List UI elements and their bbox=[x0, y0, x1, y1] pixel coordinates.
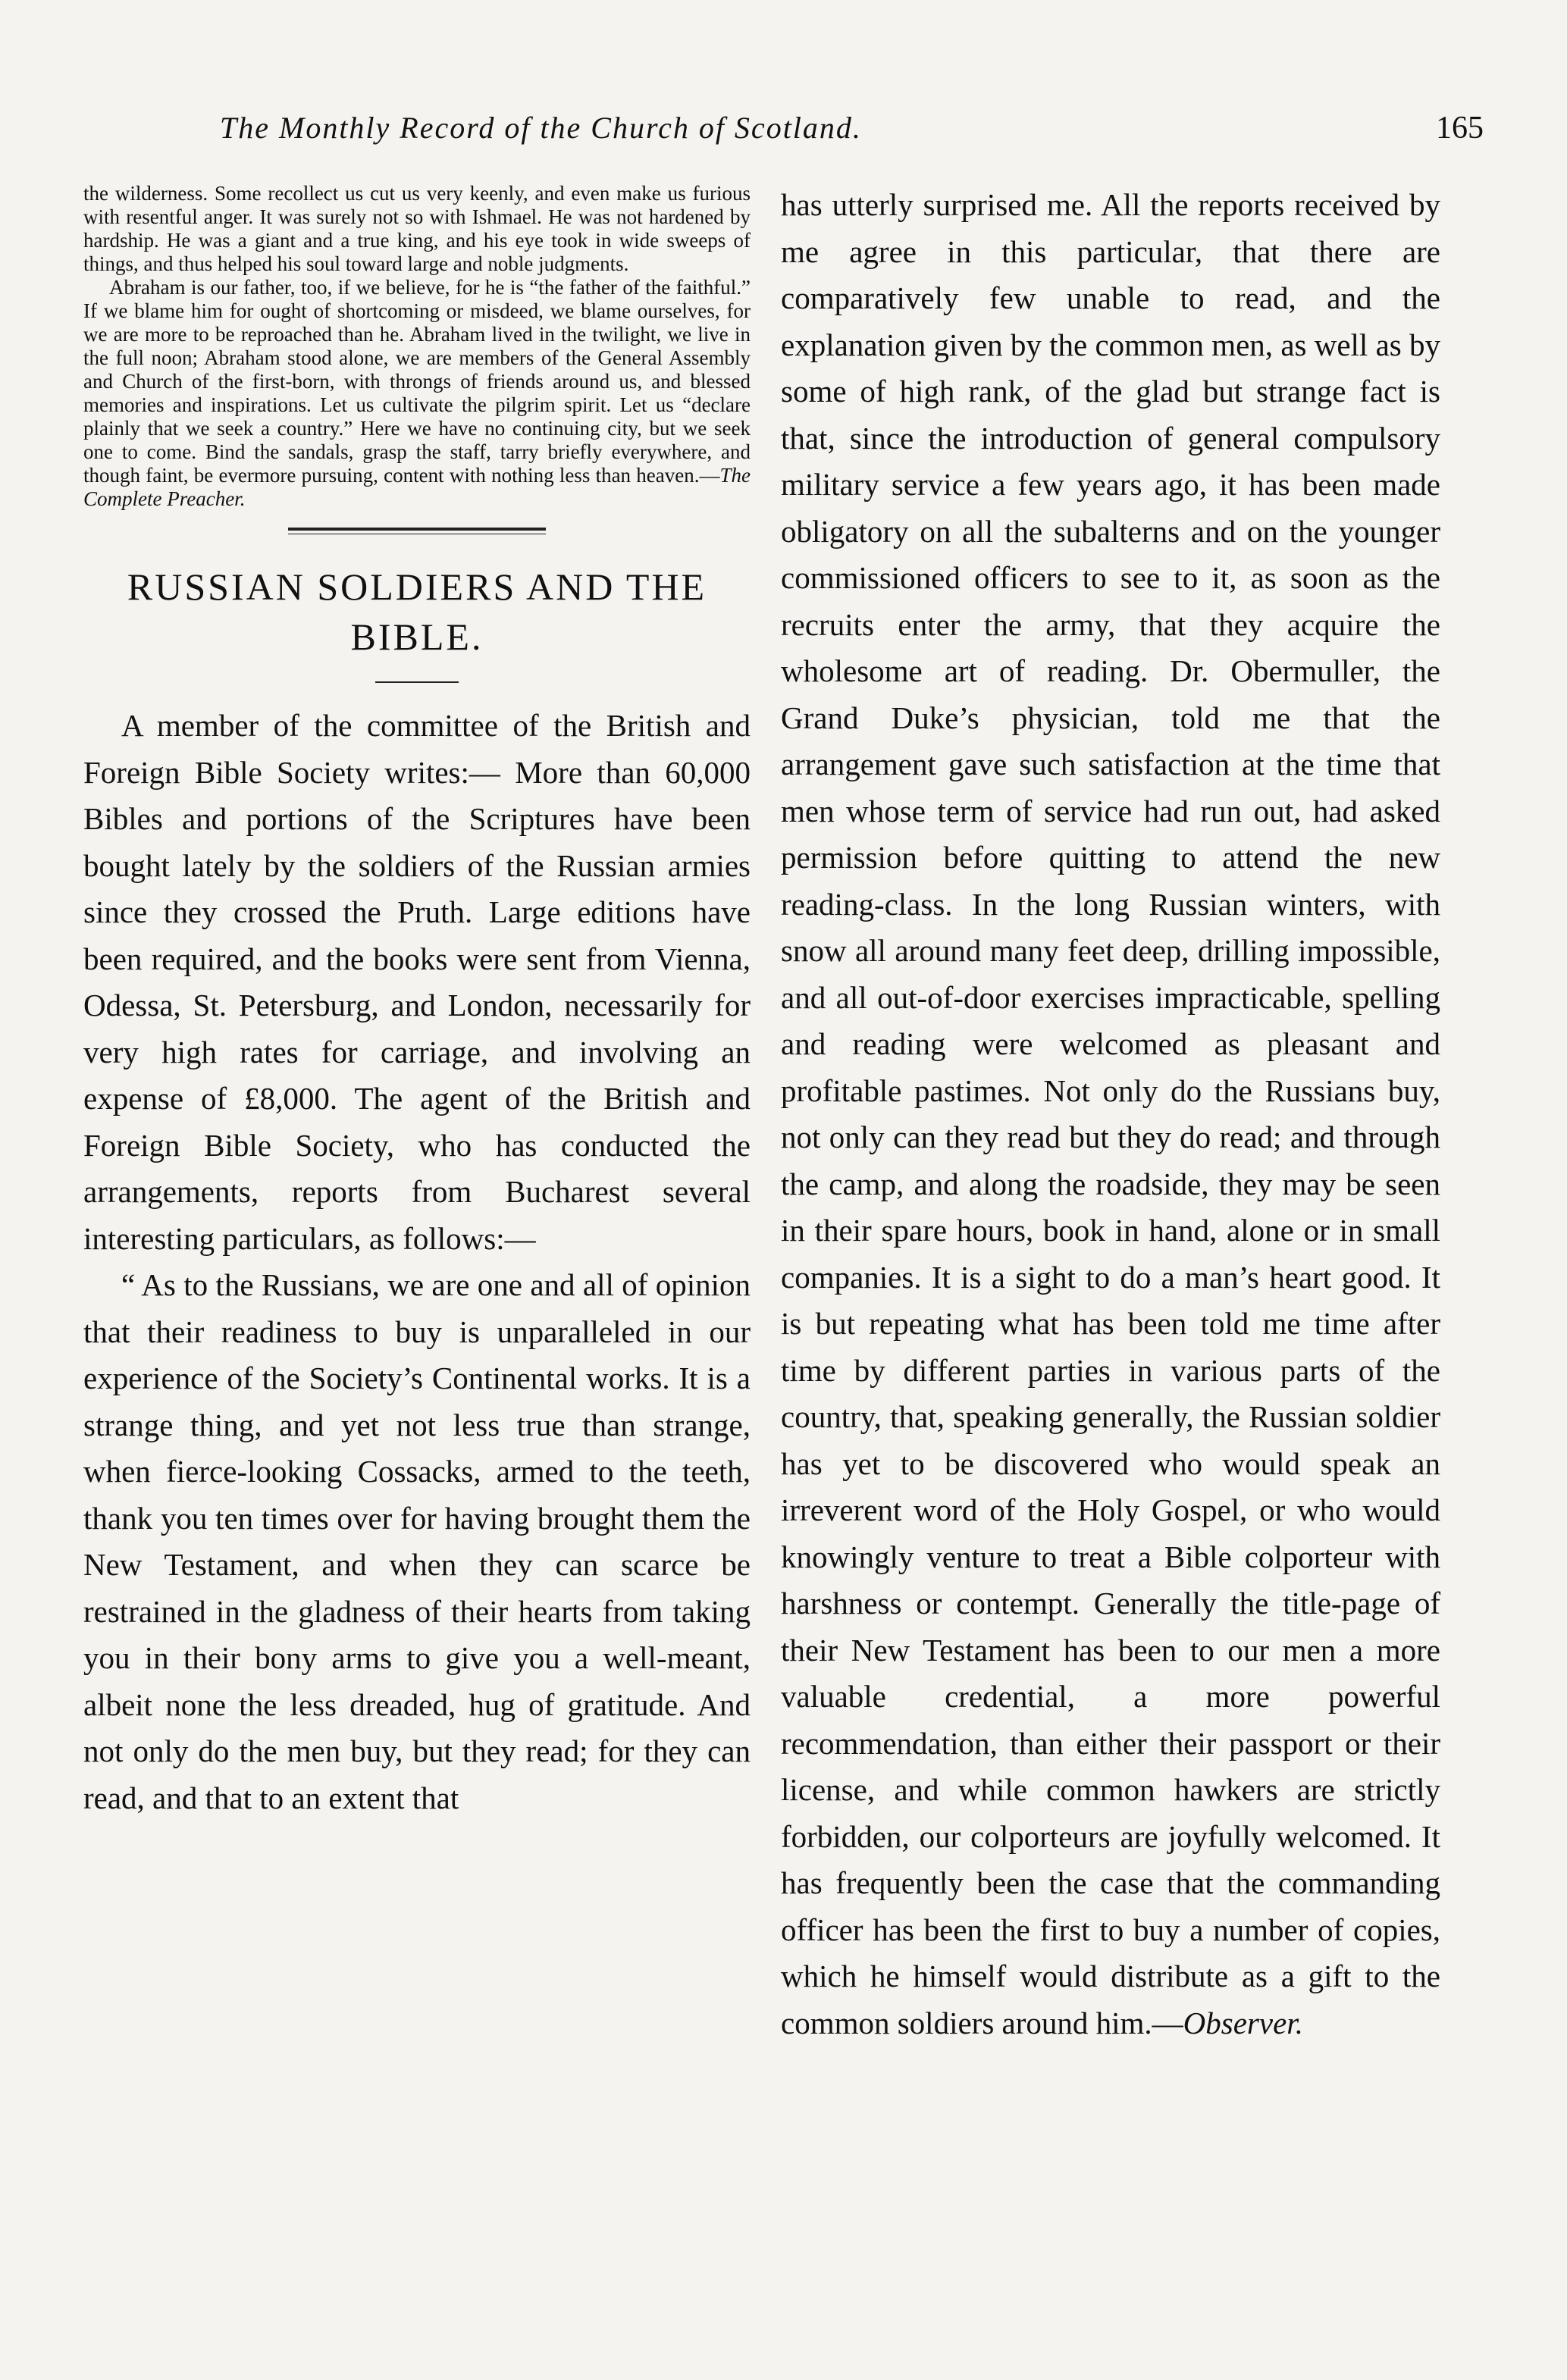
page-number: 165 bbox=[1436, 111, 1484, 146]
previous-article-paragraph bbox=[83, 276, 751, 511]
article-source: Observer. bbox=[1183, 2005, 1303, 2040]
right-column bbox=[781, 182, 1440, 2046]
article-title-line-1: RUSSIAN SOLDIERS AND THE bbox=[127, 565, 707, 608]
section-divider bbox=[288, 528, 546, 534]
left-column bbox=[83, 182, 751, 1821]
previous-article-attribution: The Complete Preacher. bbox=[83, 464, 751, 510]
previous-article-paragraph: the wilderness. Some recollect us cut us very keenly, and even make us furious with resentful anger. It was surely not so with Ishmael. He was not hardened by hardship. He was a giant and a true king, and his eye took in wide sweeps of things, and thus helped his soul toward large and noble judgments. bbox=[83, 182, 751, 275]
article-paragraph-continued bbox=[781, 182, 1440, 2046]
article-paragraph: A member of the committee of the British and Foreign Bible Society writes:— More than 60,000 Bibles and portions of the Scriptures have been bought lately by the soldiers of the Russian armies since they crossed the Pruth. Large editions have been required, and the books were sent from Vienna, Odessa, St. Petersburg, and London, necessarily for very high rates for carriage, and involving an expense of £8,000. The agent of the British and Foreign Bible Society, who has conducted the arrangements, reports from Bucharest several interesting particulars, as follows:— bbox=[83, 708, 751, 1256]
article-title bbox=[83, 562, 751, 662]
title-rule bbox=[375, 681, 459, 683]
article-paragraph: “ As to the Russians, we are one and all of opinion that their readiness to buy is unparalleled in our experience of the Society’s Continental works. It is a strange thing, and yet not less true than strange, when fierce-looking Cossacks, armed to the teeth, thank you ten times over for having brought them the New Testament, and when they can scarce be restrained in the gladness of their hearts from taking you in their bony arms to give you a well-meant, albeit none the less dreaded, hug of gratitude. And not only do the men buy, but they read; for they can read, and that to an extent that bbox=[83, 1267, 751, 1815]
previous-article-text: Abraham is our father, too, if we believe, for he is “the father of the faithful.” If we blame him for ought of shortcoming or misdeed, we blame ourselves, for we are more to be reproached than he. Abraham lived in the twilight, we live in the full noon; Abraham stood alone, we are members of the General Assembly and Church of the first-born, with throngs of friends around us, and blessed memories and inspirations. Let us cultivate the pilgrim spirit. Let us “declare plainly that we seek a country.” Here we have no continuing city, but we seek one to come. Bind the sandals, grasp the staff, tarry briefly everywhere, and though faint, be evermore pursuing, content with nothing less than heaven.— bbox=[83, 276, 751, 487]
article-title-line-2: BIBLE. bbox=[350, 615, 484, 658]
running-title: The Monthly Record of the Church of Scotland. bbox=[220, 111, 862, 145]
article-continued-text: has utterly surprised me. All the reports received by me agree in this particular, that there are comparatively few unable to read, and the explanation given by the common men, as well as by some of high rank, of the glad but strange fact is that, since the introduction of general compulsory military service a few years ago, it has been made obligatory on all the subalterns and on the younger commissioned officers to see to it, as soon as the recruits enter the army, that they acquire the wholesome art of reading. Dr. Obermuller, the Grand Duke’s physician, told me that the arrangement gave such satisfaction at the time that men whose term of service had run out, had asked permission before quitting to attend the new reading-class. In the long Russian winters, with snow all around many feet deep, drilling impossible, and all out-of-door exercises impracticable, spelling and reading were welcomed as pleasant and profitable pastimes. Not only do the Russians buy, not only can they read but they do read; and through the camp, and along the roadside, they may be seen in their spare hours, book in hand, alone or in small companies. It is a sight to do a man’s heart good. It is but repeating what has been told me time after time by different parties in various parts of the country, that, speaking generally, the Russian soldier has yet to be discovered who would speak an irreverent word of the Holy Gospel, or who would knowingly venture to treat a Bible colporteur with harshness or contempt. Generally the title-page of their New Testament has been to our men a more valuable credential, a more powerful recommendation, than either their passport or their license, and while common hawkers are strictly forbidden, our colporteurs are joyfully welcomed. It has frequently been the case that the commanding officer has been the first to buy a number of copies, which he himself would distribute as a gift to the common soldiers around him.— bbox=[781, 187, 1440, 2040]
